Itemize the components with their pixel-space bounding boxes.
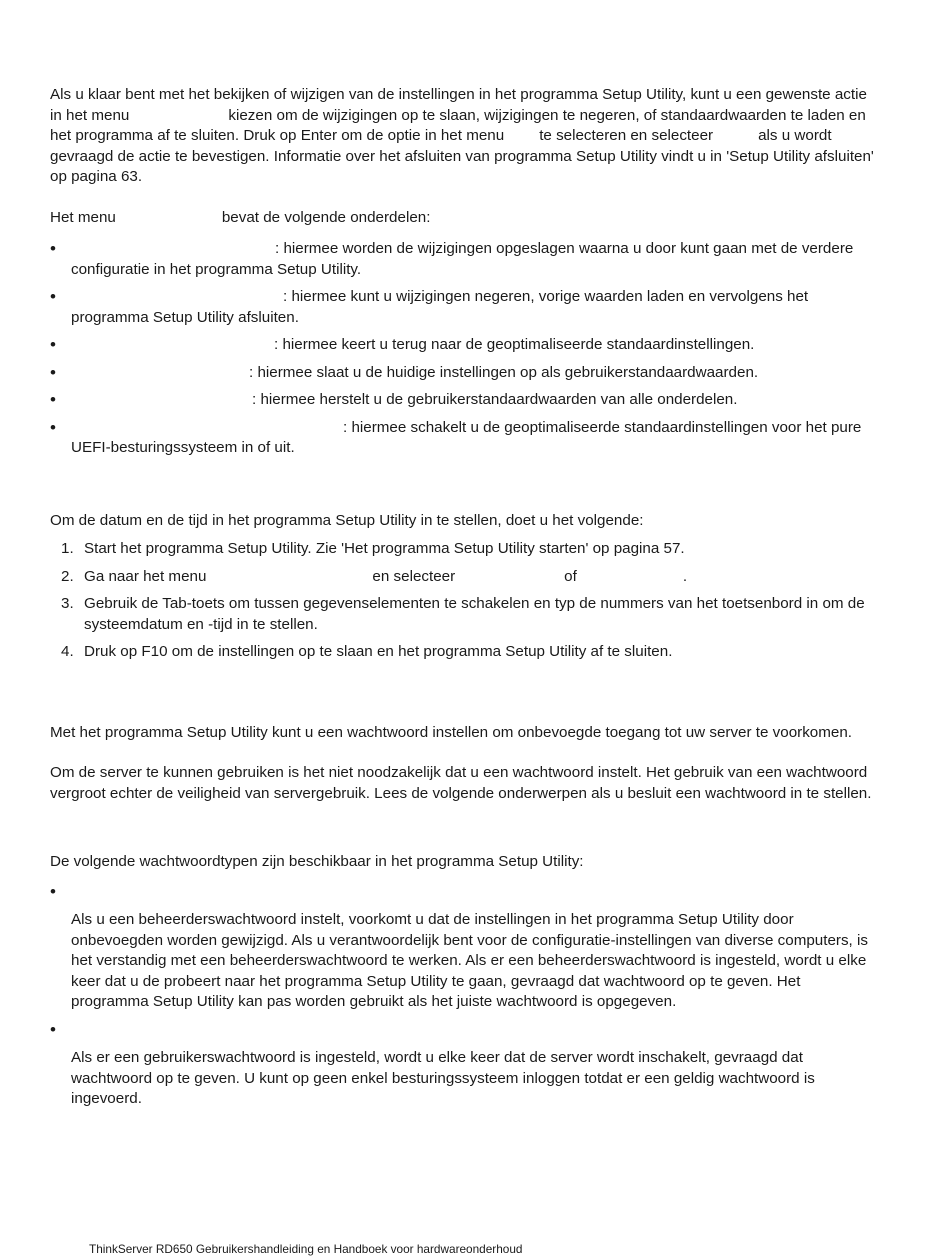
password-paragraph: Om de server te kunnen gebruiken is het niet noodzakelijk dat u een wachtwoord instelt. Het gebruik van een wachtwoord vergroot echter de veiligheid van servergebruik. Lees de volgende onderwerpen als u besluit een wachtwoord in te stellen.	[50, 764, 872, 802]
password-types-list	[50, 882, 880, 1110]
list-item: • : hiermee keert u terug naar de geoptimaliseerde standaardinstellingen.	[50, 335, 880, 356]
datetime-steps	[50, 539, 880, 663]
exit-menu-list	[50, 239, 880, 459]
list-item: • Als u een beheerderswachtwoord instelt, voorkomt u dat de instellingen in het programma Setup Utility door onbevoegden worden gewijzigd. Als u verantwoordelijk bent voor de configuratie-instellingen van diverse computers, is het verstandig met een beheerderswachtwoord te werken. Als er een beheerderswachtwoord is ingesteld, wordt u elke keer dat u de probeert naar het programma Setup Utility te gaan, gevraagd dat wachtwoord op te geven. Het programma Setup Utility kan pas worden gebruikt als het juiste wachtwoord is opgegeven.	[50, 882, 880, 1013]
step-item: 1. Start het programma Setup Utility. Zie 'Het programma Setup Utility starten' op pagina 57.	[61, 540, 685, 557]
list-item: • : hiermee slaat u de huidige instellingen op als gebruikerstandaardwaarden.	[50, 363, 880, 384]
intro-paragraph: Als u klaar bent met het bekijken of wijzigen van de instellingen in het programma Setup Utility, kunt u een gewenste actie in het menu kiezen om de wijzigingen op te slaan, wijzigingen te negeren, of standaardwaarden te laden en het programma af te sluiten. Druk op Enter om de optie in het menu te selecteren en selecteer als u wordt gevraagd de actie te bevestigen. Informatie over het afsluiten van programma Setup Utility vindt u in 'Setup Utility afsluiten' op pagina 63.	[50, 86, 874, 185]
exit-menu-intro: Het menu bevat de volgende onderdelen:	[50, 208, 431, 226]
list-item: • : hiermee kunt u wijzigingen negeren, vorige waarden laden en vervolgens het programma Setup Utility afsluiten.	[50, 287, 880, 328]
password-paragraph: Met het programma Setup Utility kunt u een wachtwoord instellen om onbevoegde toegang tot uw server te voorkomen.	[50, 723, 853, 741]
list-item: • : hiermee schakelt u de geoptimaliseerde standaardinstellingen voor het pure UEFI-besturingssysteem in of uit.	[50, 418, 880, 459]
list-item: • : hiermee herstelt u de gebruikerstandaardwaarden van alle onderdelen.	[50, 390, 880, 411]
list-item: • : hiermee worden de wijzigingen opgeslagen waarna u door kunt gaan met de verdere configuratie in het programma Setup Utility.	[50, 239, 880, 280]
datetime-intro: Om de datum en de tijd in het programma Setup Utility in te stellen, doet u het volgende:	[50, 511, 644, 529]
page-body	[50, 85, 880, 1110]
page-footer: ThinkServer RD650 Gebruikershandleiding en Handboek voor hardwareonderhoud	[89, 1242, 523, 1256]
step-item: 3. Gebruik de Tab-toets om tussen gegevenselementen te schakelen en typ de nummers van het toetsenbord in om de systeemdatum en -tijd in te stellen.	[61, 595, 865, 633]
step-item: 2. Ga naar het menu en selecteer of .	[61, 567, 688, 585]
list-item: • Als er een gebruikerswachtwoord is ingesteld, wordt u elke keer dat de server wordt inschakelt, gevraagd dat wachtwoord op te geven. U kunt op geen enkel besturingssysteem inloggen totdat er een geldig wachtwoord is ingevoerd.	[50, 1020, 880, 1110]
password-types-intro: De volgende wachtwoordtypen zijn beschikbaar in het programma Setup Utility:	[50, 853, 584, 870]
step-item: 4. Druk op F10 om de instellingen op te slaan en het programma Setup Utility af te sluiten.	[61, 643, 673, 660]
